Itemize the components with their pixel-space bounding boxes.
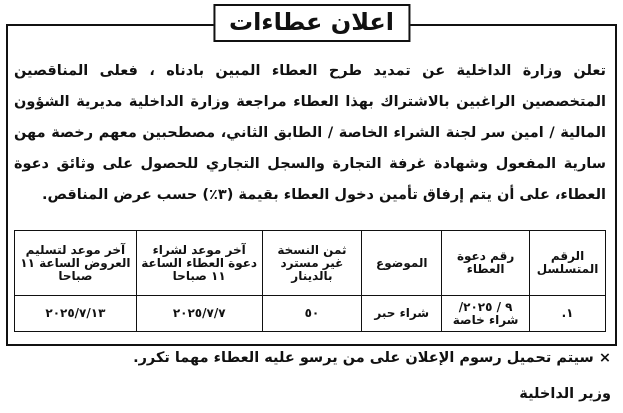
tender-table (14, 230, 606, 332)
cell-subject: شراء حبر (362, 296, 442, 332)
header-price: ثمن النسخة غير مسترد بالدينار (262, 231, 362, 296)
header-subject: الموضوع (362, 231, 442, 296)
header-serial: الرقم المتسلسل (530, 231, 606, 296)
fee-note: × سيتم تحميل رسوم الإعلان على من يرسو عليه العطاء مهما تكرر. (133, 350, 611, 366)
header-purchase-deadline: آخر موعد لشراء دعوة العطاء الساعة ١١ صباحا (136, 231, 262, 296)
announcement-title: اعلان عطاءات (213, 4, 410, 42)
cell-purchase-deadline: ٢٠٢٥/٧/٧ (136, 296, 262, 332)
cell-price: ٥٠ (262, 296, 362, 332)
cell-submission-deadline: ٢٠٢٥/٧/١٣ (15, 296, 137, 332)
cell-serial: ١. (530, 296, 606, 332)
announcement-body: تعلن وزارة الداخلية عن تمديد طرح العطاء المبين بادناه ، فعلى المناقصين المتخصصين الراغبين بالاشتراك بهذا العطاء مراجعة وزارة الداخلية مديرية الشؤون المالية / امين سر لجنة الشراء الخاصة / الطابق الثاني، مصطحبين معهم رخصة مهن سارية المفعول وشهادة غرفة التجارة والسجل التجاري للحصول على وثائق دعوة العطاء، على أن يتم إرفاق تأمين دخول العطاء بقيمة (٣٪) حسب عرض المناقص. (14, 63, 606, 203)
signature: وزير الداخلية (519, 386, 611, 402)
header-submission-deadline: آخر موعد لتسليم العروض الساعة ١١ صباحا (15, 231, 137, 296)
header-tender-number: رقم دعوة العطاء (442, 231, 530, 296)
table-header-row (15, 231, 606, 296)
cell-tender-number: ٩ / ٢٠٢٥/ شراء خاصة (442, 296, 530, 332)
table-row (15, 296, 606, 332)
